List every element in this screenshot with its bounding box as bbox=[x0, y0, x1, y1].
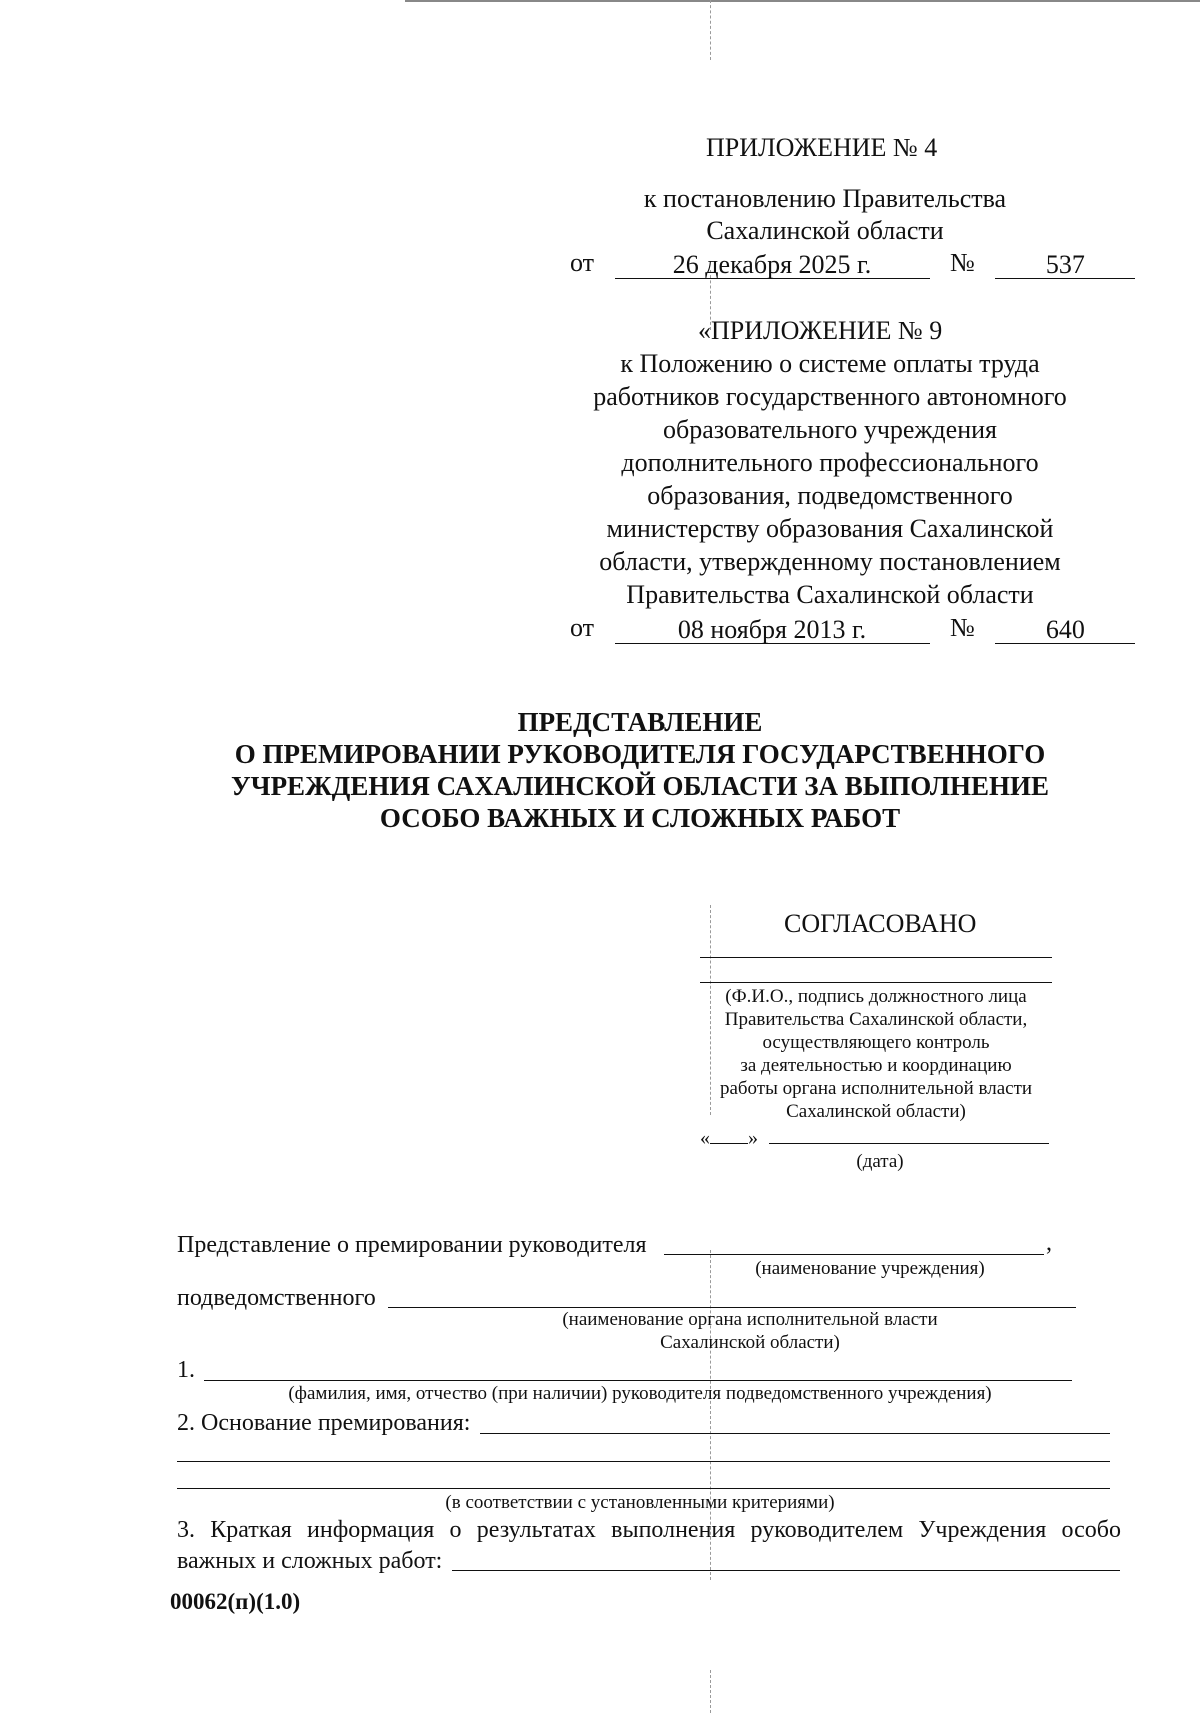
approval-caption bbox=[700, 985, 1052, 1123]
caption-line: (Ф.И.О., подпись должностного лица bbox=[725, 986, 1027, 1007]
number-label: № bbox=[950, 248, 975, 277]
appendix4-date-row bbox=[570, 246, 1135, 279]
heading-line: ПРЕДСТАВЛЕНИЕ bbox=[517, 707, 763, 737]
caption-line: осуществляющего контроль bbox=[762, 1032, 990, 1053]
institution-name-caption: (наименование учреждения) bbox=[755, 1258, 985, 1279]
document-heading bbox=[160, 706, 1120, 834]
appendix4-line1: к постановлению Правительства bbox=[643, 184, 1007, 213]
appendix9-title: «ПРИЛОЖЕНИЕ № 9 bbox=[698, 316, 943, 345]
fold-mark bbox=[710, 1670, 711, 1713]
caption-line: Правительства Сахалинской области, bbox=[724, 1009, 1028, 1030]
caption-line: за деятельностью и координацию bbox=[740, 1055, 1012, 1076]
head-name-line bbox=[204, 1380, 1072, 1381]
appendix9-line: Правительства Сахалинской области bbox=[626, 580, 1034, 609]
basis-line bbox=[177, 1461, 1110, 1462]
caption-line: работы органа исполнительной власти bbox=[719, 1078, 1033, 1099]
appendix9-number: 640 bbox=[995, 613, 1135, 644]
item1-label: 1. bbox=[177, 1357, 195, 1383]
appendix9-date-row bbox=[570, 611, 1135, 644]
heading-line: УЧРЕЖДЕНИЯ САХАЛИНСКОЙ ОБЛАСТИ ЗА ВЫПОЛНЕНИЕ bbox=[230, 771, 1050, 801]
item2-label: 2. Основание премирования: bbox=[177, 1410, 471, 1436]
approval-date-row bbox=[700, 1126, 1049, 1150]
appendix4-number: 537 bbox=[995, 248, 1135, 279]
approval-title: СОГЛАСОВАНО bbox=[784, 909, 977, 938]
approval-signature-line bbox=[700, 957, 1052, 958]
appendix9-line: работников государственного автономного bbox=[593, 382, 1067, 411]
results-line bbox=[452, 1570, 1120, 1571]
appendix9-line: образования, подведомственного bbox=[647, 481, 1013, 510]
quote-close: » bbox=[748, 1127, 758, 1149]
appendix9-line: министерству образования Сахалинской bbox=[606, 514, 1054, 543]
from-label: от bbox=[570, 248, 595, 277]
basis-line bbox=[480, 1433, 1110, 1434]
caption-line: Сахалинской области) bbox=[786, 1101, 966, 1122]
quote-open: « bbox=[700, 1127, 710, 1149]
authority-caption-1: (наименование органа исполнительной власти bbox=[562, 1309, 938, 1330]
appendix9-line: к Положению о системе оплаты труда bbox=[620, 349, 1040, 378]
authority-caption-2: Сахалинской области) bbox=[660, 1332, 840, 1353]
item3-line1: 3. Краткая информация о результатах выполнения руководителем Учреждения особо bbox=[177, 1517, 1121, 1543]
scan-edge-line bbox=[405, 0, 1200, 2]
appendix9-line: области, утвержденному постановлением bbox=[599, 547, 1061, 576]
basis-caption: (в соответствии с установленными критериями) bbox=[445, 1492, 835, 1513]
form-intro-label: Представление о премировании руководителя bbox=[177, 1232, 647, 1258]
appendix4-title: ПРИЛОЖЕНИЕ № 4 bbox=[706, 133, 938, 162]
form-code: 00062(п)(1.0) bbox=[170, 1589, 301, 1614]
fold-mark bbox=[710, 0, 711, 60]
head-name-caption: (фамилия, имя, отчество (при наличии) руководителя подведомственного учреждения) bbox=[288, 1383, 992, 1404]
approval-date-caption: (дата) bbox=[856, 1151, 904, 1172]
approval-signature-line bbox=[700, 982, 1052, 983]
from-label: от bbox=[570, 613, 595, 642]
item3-line2: важных и сложных работ: bbox=[177, 1548, 443, 1574]
appendix9-date: 08 ноября 2013 г. bbox=[615, 613, 930, 644]
appendix9-line: дополнительного профессионального bbox=[621, 448, 1039, 477]
appendix4-line2: Сахалинской области bbox=[706, 216, 944, 245]
number-label: № bbox=[950, 613, 975, 642]
basis-line bbox=[177, 1488, 1110, 1489]
subordinate-label: подведомственного bbox=[177, 1285, 376, 1311]
appendix9-line: образовательного учреждения bbox=[663, 415, 997, 444]
appendix4-date: 26 декабря 2025 г. bbox=[615, 248, 930, 279]
heading-line: ОСОБО ВАЖНЫХ И СЛОЖНЫХ РАБОТ bbox=[379, 803, 901, 833]
intro-comma: , bbox=[1046, 1230, 1052, 1256]
heading-line: О ПРЕМИРОВАНИИ РУКОВОДИТЕЛЯ ГОСУДАРСТВЕННОГО bbox=[234, 739, 1046, 769]
institution-name-line bbox=[664, 1254, 1044, 1255]
